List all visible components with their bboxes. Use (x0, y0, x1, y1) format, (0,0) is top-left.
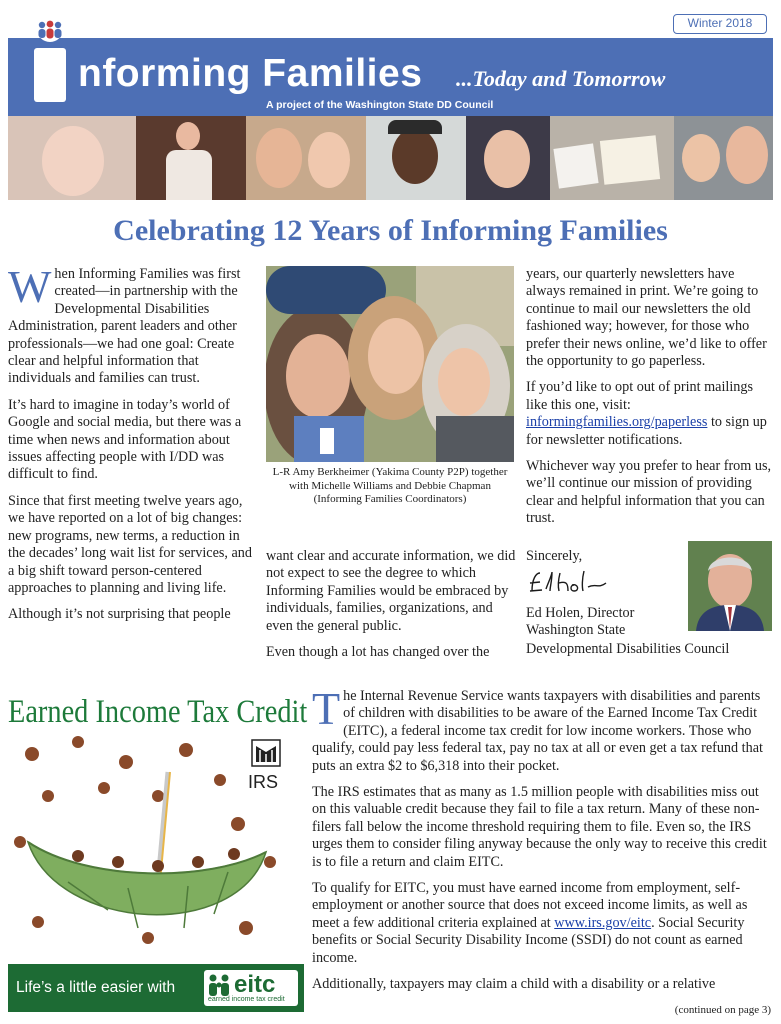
paperless-link[interactable]: informingfamilies.org/paperless (526, 414, 708, 431)
photo-caption: L-R Amy Berkheimer (Yakima County P2P) together with Michelle Williams and Debbie Chapman (Informing Families Coordinators) (272, 466, 508, 505)
season-badge: Winter 2018 (673, 14, 767, 34)
paragraph-text: he Internal Revenue Service wants taxpayers with disabilities and parents of children with disabilities to be aware of the Earned Income Tax Credit (EITC), a federal income tax credit for low income workers. Those who qualify, could pay less federal tax, pay no tax at all or even get a tax refund that puts an extra $2 to $6,318 into their pocket. (312, 688, 763, 774)
strip-photo-mother-daughter (246, 116, 366, 200)
logo-i-icon (22, 10, 78, 104)
irs-logo (246, 738, 290, 794)
logo-i-stem (34, 48, 66, 102)
paragraph: years, our quarterly newsletters have always remained in print. We’re going to continue to mail our newsletters the old fashioned way; however, for those who prefer their news online, we’d like to offer the opportunity to go paperless. (526, 266, 767, 370)
paragraph-text: hen Informing Families was first created—in partnership with the Developmental Disabilities Administration, parent leaders and other professionals—we had one goal: Create clear and helpful information that individuals and families can trust. (8, 266, 241, 387)
eitc-logo-subtitle: earned income tax credit (208, 996, 285, 1003)
eitc-family-icon (206, 972, 234, 998)
paragraph: It’s hard to imagine in today’s world of Google and social media, but there was a time when news and information about issues affecting people with I/DD was difficult to find. (8, 396, 242, 483)
eitc-logo-text: eitc (234, 971, 276, 998)
continued-note: (continued on page 3) (674, 1004, 771, 1016)
council-name-line2: Developmental Disabilities Council (526, 641, 730, 657)
eitc-banner-text: Life’s a little easier with (16, 979, 176, 996)
strip-photo-teen (466, 116, 550, 200)
council-name-line1: Washington State (526, 622, 626, 639)
irs-label: IRS (248, 772, 279, 792)
coordinators-photo-art (266, 266, 514, 462)
newsletter-tagline: A project of the Washington State DD Council (266, 99, 494, 111)
director-photo (688, 541, 772, 631)
family-people-icon (32, 16, 68, 42)
paragraph: The IRS estimates that as many as 1.5 million people with disabilities miss out on this valuable credit because they fail to file a tax return. Many of these non-filers fall below the income threshold requiring them to file. Even so, the IRS urges them to consider filing anyway because the only way to receive this credit is to file a return and claim EITC. (312, 784, 767, 870)
strip-photo-man-cap (366, 116, 466, 200)
paragraph: Even though a lot has changed over the (266, 644, 490, 661)
newsletter-subtitle: ...Today and Tomorrow (456, 66, 666, 91)
paragraph-text: To qualify for EITC, you must have earned income from employment, self-employment or another source that does not exceed income limits, as well as meet a few additional criteria explained at (312, 880, 748, 931)
paragraph: Although it’s not surprising that people (8, 606, 231, 623)
article-column-1 (8, 261, 256, 633)
strip-photo-baby (8, 116, 136, 200)
paragraph-text: . Social Security benefits or Social Security Disability Income (SSDI) do not count as earned income. (312, 914, 745, 966)
paragraph (8, 261, 256, 388)
masthead (8, 10, 773, 114)
director-name: Ed Holen, Director (526, 604, 635, 621)
article-column-2 (266, 548, 516, 670)
paragraph (526, 379, 776, 449)
drop-cap: T (312, 683, 341, 734)
article-column-3 (526, 266, 776, 537)
eitc-banner (8, 964, 304, 1012)
strip-photo-girl-dress (136, 116, 246, 200)
eitc-article-text (312, 683, 774, 1003)
paragraph: Whichever way you prefer to hear from us, we’ll continue our mission of providing clear and helpful information that you can trust. (526, 458, 772, 527)
paragraph: Since that first meeting twelve years ago, we have reported on a lot of big changes: new programs, new terms, a reduction in the decades’ long wait list for services, and a big shift toward person-centered approaches to planning and living life. (8, 492, 252, 596)
irs-eagle-icon (246, 738, 286, 770)
paragraph-text: to sign up for newsletter notifications. (526, 414, 767, 448)
paragraph (312, 880, 774, 967)
strip-photo-rally (550, 116, 674, 200)
eitc-title: Earned Income Tax Credit (8, 694, 308, 730)
photo-strip (8, 116, 773, 200)
article-headline: Celebrating 12 Years of Informing Families (113, 214, 668, 247)
eitc-logo (204, 970, 298, 1006)
irs-eitc-link[interactable]: www.irs.gov/eitc (554, 914, 652, 931)
handwritten-signature-icon (526, 569, 616, 597)
paragraph: Additionally, taxpayers may claim a child with a disability or a relative (312, 976, 716, 993)
signature-block (526, 548, 686, 640)
strip-photo-men (674, 116, 773, 200)
paragraph-text: If you’d like to opt out of print mailings like this one, visit: (526, 379, 753, 413)
closing: Sincerely, (526, 548, 583, 564)
director-photo-art (688, 541, 772, 631)
paragraph (312, 683, 774, 775)
coordinators-photo (266, 266, 514, 462)
newsletter-title: nforming Families (78, 52, 423, 95)
paragraph: want clear and accurate information, we did not expect to see the degree to which Informing Families would be embraced by individuals, families, organizations, and even the general public. (266, 548, 516, 634)
drop-cap: W (8, 261, 52, 312)
